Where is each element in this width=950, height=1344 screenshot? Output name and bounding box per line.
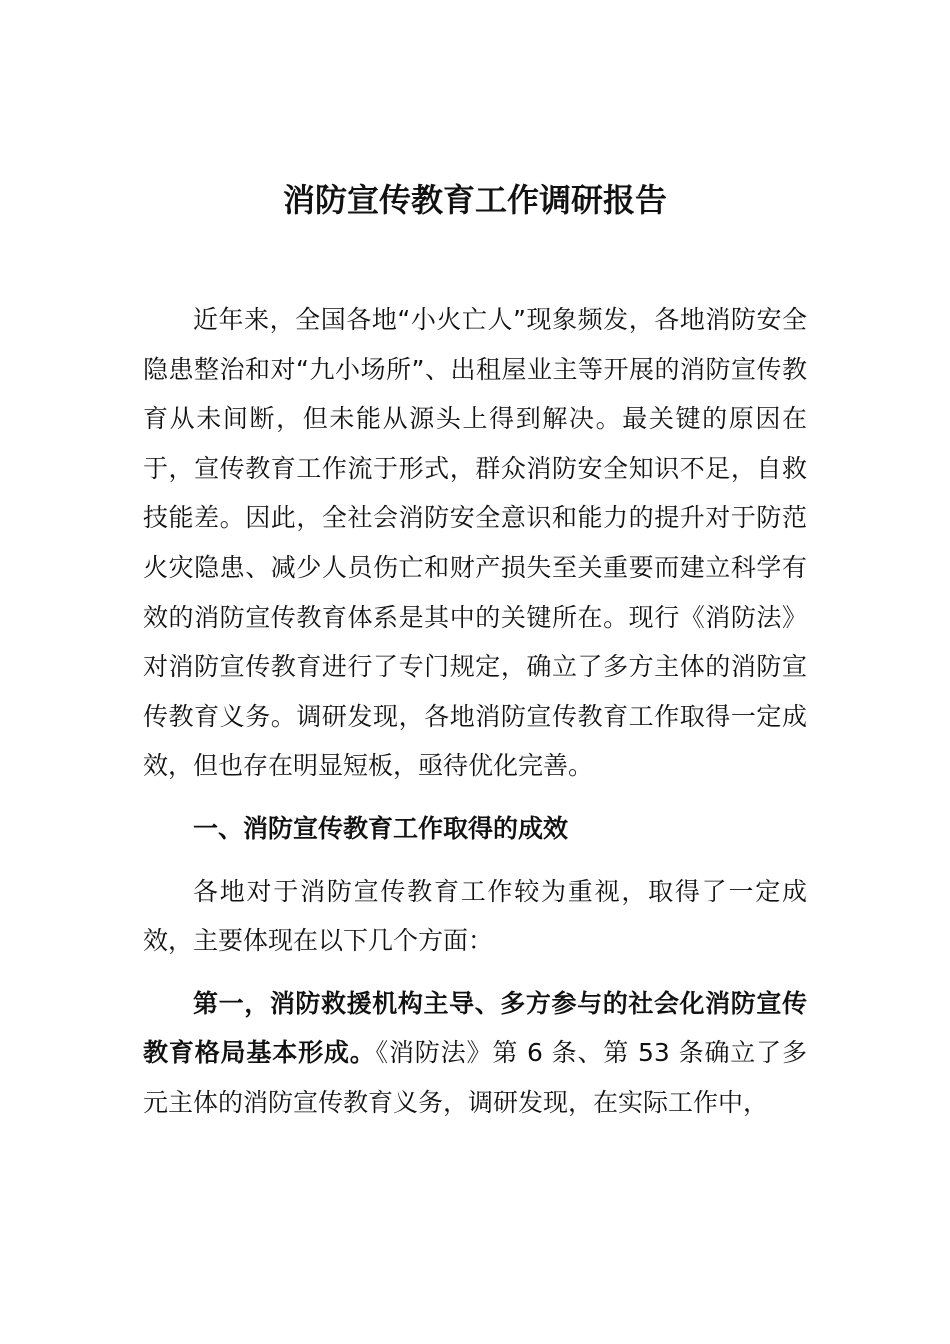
document-body [143, 295, 807, 1128]
section-heading-1: 一、消防宣传教育工作取得的成效 [193, 813, 569, 843]
point-1-text: 《消防法》第 6 条、第 53 条确立了多元主体的消防宣传教育义务，调研发现，在实际工作中， [143, 1038, 807, 1117]
spacer [143, 791, 807, 804]
intro-paragraph: 近年来，全国各地“小火亡人”现象频发，各地消防安全隐患整治和对“九小场所”、出租屋业主等开展的消防宣传教育从未间断，但未能从源头上得到解决。最关键的原因在于，宣传教育工作流于形式，群众消防安全知识不足，自救技能差。因此，全社会消防安全意识和能力的提升对于防范火灾隐患、减少人员伤亡和财产损失至关重要而建立科学有效的消防宣传教育体系是其中的关键所在。现行《消防法》对消防宣传教育进行了专门规定，确立了多方主体的消防宣传教育义务。调研发现，各地消防宣传教育工作取得一定成效，但也存在明显短板，亟待优化完善。 [143, 305, 807, 781]
document-title: 消防宣传教育工作调研报告 [282, 181, 667, 220]
spacer [143, 854, 807, 867]
section-intro-paragraph: 各地对于消防宣传教育工作较为重视，取得了一定成效，主要体现在以下几个方面： [143, 876, 807, 956]
point-1-paragraph [143, 979, 807, 1128]
point-1-lead: 第一，消防救援机构主导、多方参与的社会化消防宣传教育格局基本形成。 [143, 988, 807, 1068]
spacer [143, 966, 807, 979]
